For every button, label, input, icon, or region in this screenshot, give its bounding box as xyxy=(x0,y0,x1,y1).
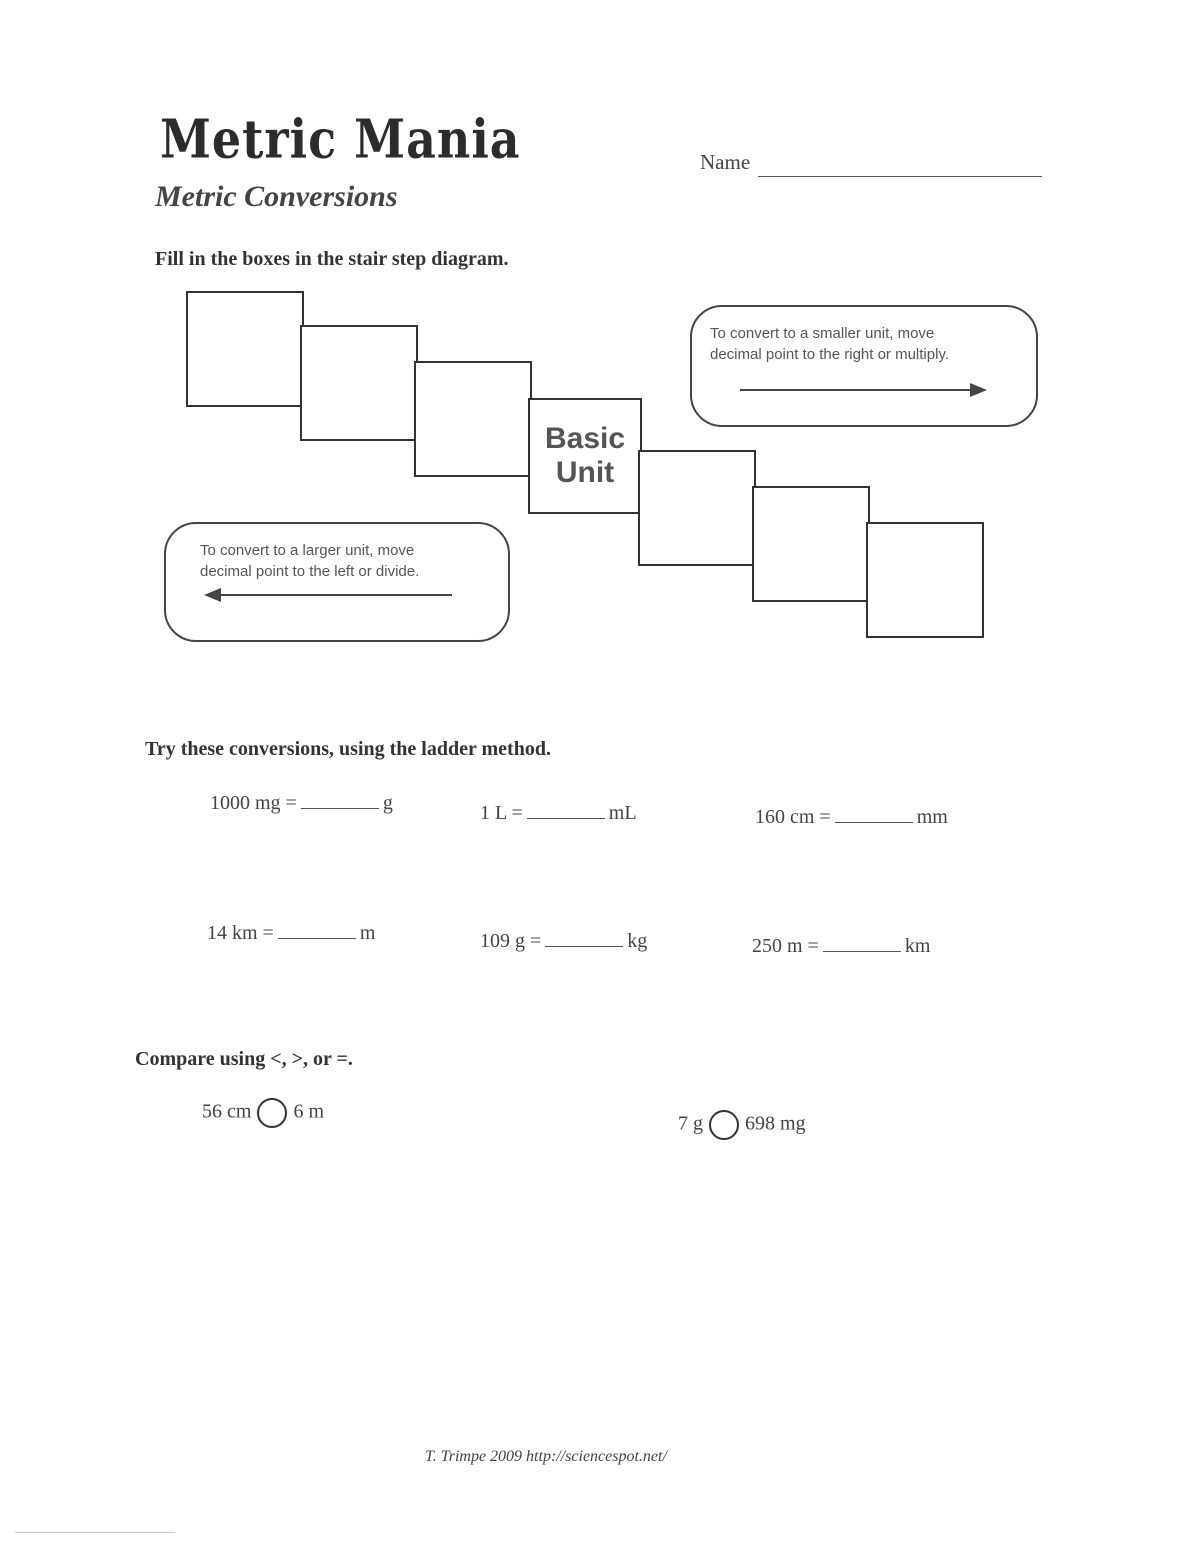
comparison-1-left: 56 cm xyxy=(202,1100,252,1123)
problem-4-unit: m xyxy=(359,922,376,944)
problem-5-left: 109 g = xyxy=(480,930,542,952)
problem-1-unit: g xyxy=(382,792,393,814)
name-label: Name xyxy=(700,150,751,174)
basic-unit-label-line1: Basic xyxy=(544,422,626,455)
problem-3-left: 160 cm = xyxy=(755,806,831,828)
right-arrow-line xyxy=(740,389,972,391)
conversion-problem-3 xyxy=(755,806,948,829)
stair-diagram-instruction: Fill in the boxes in the stair step diagram. xyxy=(155,248,509,270)
problem-5-blank[interactable] xyxy=(545,932,623,947)
comparison-1-right: 6 m xyxy=(293,1100,324,1123)
left-arrow-icon xyxy=(204,588,221,602)
problem-1-blank[interactable] xyxy=(301,794,379,809)
stair-box-6[interactable] xyxy=(752,486,870,602)
compare-instruction: Compare using <, >, or =. xyxy=(135,1048,353,1070)
footer-credit: T. Trimpe 2009 http://sciencespot.net/ xyxy=(425,1448,667,1465)
scan-artifact-line xyxy=(15,1532,175,1533)
problem-1-left: 1000 mg = xyxy=(210,792,297,814)
problem-3-unit: mm xyxy=(916,806,948,828)
basic-unit-label-line2: Unit xyxy=(555,456,615,489)
callout-smaller-unit xyxy=(690,305,1038,427)
callout-larger-unit xyxy=(164,522,510,642)
conversion-problem-6 xyxy=(752,935,930,958)
comparison-2 xyxy=(678,1110,806,1140)
problem-6-left: 250 m = xyxy=(752,935,819,957)
comparison-1-circle[interactable] xyxy=(257,1098,287,1128)
name-blank-line[interactable] xyxy=(758,176,1042,177)
stair-box-2[interactable] xyxy=(300,325,418,441)
worksheet-subtitle: Metric Conversions xyxy=(155,180,398,213)
stair-box-7[interactable] xyxy=(866,522,984,638)
conversion-problem-2 xyxy=(480,802,637,825)
stair-box-1[interactable] xyxy=(186,291,304,407)
conversion-problem-4 xyxy=(207,922,375,945)
comparison-1 xyxy=(202,1098,324,1128)
problem-6-blank[interactable] xyxy=(823,937,901,952)
problem-5-unit: kg xyxy=(627,930,648,952)
callout-smaller-unit-text1: To convert to a smaller unit, move xyxy=(710,325,935,342)
problem-4-blank[interactable] xyxy=(278,924,356,939)
comparison-2-left: 7 g xyxy=(678,1112,703,1135)
comparison-2-right: 698 mg xyxy=(745,1112,806,1135)
problem-2-left: 1 L = xyxy=(480,802,523,824)
conversion-problem-1 xyxy=(210,792,393,815)
problem-2-blank[interactable] xyxy=(527,804,605,819)
callout-smaller-unit-text2: decimal point to the right or multiply. xyxy=(710,346,949,363)
basic-unit-box xyxy=(528,398,642,514)
comparison-2-circle[interactable] xyxy=(709,1110,739,1140)
stair-box-3[interactable] xyxy=(414,361,532,477)
problem-2-unit: mL xyxy=(608,802,637,824)
callout-larger-unit-text2: decimal point to the left or divide. xyxy=(200,563,420,580)
conversions-instruction: Try these conversions, using the ladder method. xyxy=(145,738,551,760)
left-arrow-line xyxy=(220,594,452,596)
problem-6-unit: km xyxy=(904,935,931,957)
callout-larger-unit-text1: To convert to a larger unit, move xyxy=(200,542,415,559)
conversion-problem-5 xyxy=(480,930,647,953)
right-arrow-icon xyxy=(970,383,987,397)
problem-3-blank[interactable] xyxy=(835,808,913,823)
stair-box-5[interactable] xyxy=(638,450,756,566)
problem-4-left: 14 km = xyxy=(207,922,274,944)
worksheet-title: Metric Mania xyxy=(160,108,521,171)
